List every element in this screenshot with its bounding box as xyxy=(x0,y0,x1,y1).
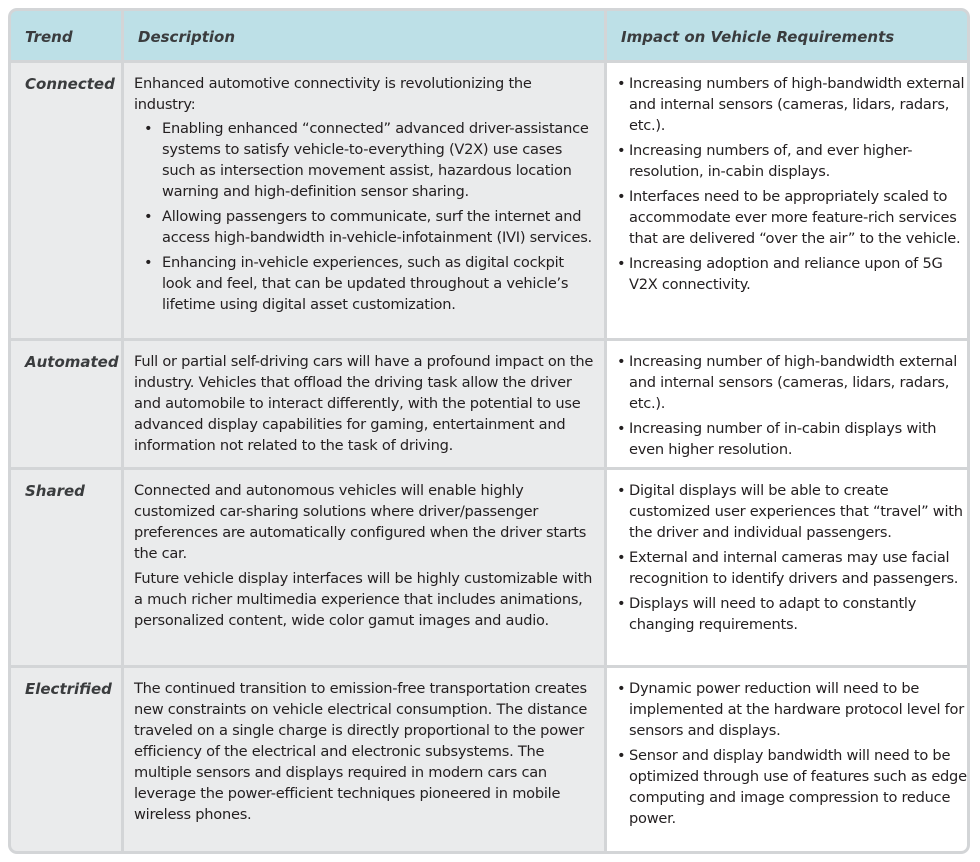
description-bullet: • Enabling enhanced “connected” advanced driver-assistance systems to satisfy vehicle-to-everything (V2X) use cases such as intersection movement assist, hazardous location warning and high-definition sensor sharing. xyxy=(144,118,594,202)
description-cell-automated xyxy=(124,341,604,467)
impact-bullet: • Increasing numbers of, and ever higher-resolution, in-cabin displays. xyxy=(617,140,967,182)
impact-cell-electrified xyxy=(607,668,967,851)
description-paragraph: Connected and autonomous vehicles will enable highly customized car-sharing solutions where driver/passenger preferences are automatically configured when the driver starts the car. xyxy=(134,482,587,562)
impact-bullet: • Interfaces need to be appropriately scaled to accommodate ever more feature-rich services that are delivered “over the air” to the vehicle. xyxy=(617,186,967,249)
impact-bullet: • Increasing numbers of high-bandwidth external and internal sensors (cameras, lidars, radars, etc.). xyxy=(617,73,967,136)
impact-bullet: • Sensor and display bandwidth will need to be optimized through use of features such as edge computing and image compression to reduce power. xyxy=(617,745,967,829)
impact-bullet: • Dynamic power reduction will need to be implemented at the hardware protocol level for sensors and displays. xyxy=(617,678,967,741)
trend-cell-connected: Connected xyxy=(11,63,121,338)
header-description: Description xyxy=(124,11,604,60)
trend-cell-automated: Automated xyxy=(11,341,121,467)
header-trend: Trend xyxy=(11,11,121,60)
impact-bullet: • Displays will need to adapt to constantly changing requirements. xyxy=(617,593,967,635)
impact-bullet: • Increasing number of high-bandwidth external and internal sensors (cameras, lidars, radars, etc.). xyxy=(617,351,967,414)
impact-bullet: • Digital displays will be able to create customized user experiences that “travel” with the driver and individual passengers. xyxy=(617,480,967,543)
impact-bullet-list xyxy=(617,678,967,829)
impact-bullet-list xyxy=(617,73,967,295)
trend-cell-shared: Shared xyxy=(11,470,121,665)
description-cell-shared xyxy=(124,470,604,665)
description-bullet: • Allowing passengers to communicate, surf the internet and access high-bandwidth in-vehicle-infotainment (IVI) services. xyxy=(144,206,594,248)
description-paragraph: Enhanced automotive connectivity is revolutionizing the industry: xyxy=(134,75,532,113)
description-paragraph: Future vehicle display interfaces will be highly customizable with a much richer multimedia experience that includes animations, personalized content, wide color gamut images and audio. xyxy=(134,570,593,629)
impact-cell-shared xyxy=(607,470,967,665)
description-cell-electrified xyxy=(124,668,604,851)
description-cell-connected xyxy=(124,63,604,338)
impact-bullet: • External and internal cameras may use facial recognition to identify drivers and passengers. xyxy=(617,547,967,589)
trends-table xyxy=(11,11,967,851)
description-bullet: • Enhancing in-vehicle experiences, such as digital cockpit look and feel, that can be updated throughout a vehicle’s lifetime using digital asset customization. xyxy=(144,252,594,315)
impact-bullet-list xyxy=(617,480,967,635)
description-paragraph: Full or partial self-driving cars will have a profound impact on the industry. Vehicles that offload the driving task allow the driver and automobile to interact differently, with the potential to use advanced display capabilities for gaming, entertainment and information not related to the task of driving. xyxy=(134,353,594,454)
trend-cell-electrified: Electrified xyxy=(11,668,121,851)
impact-cell-automated xyxy=(607,341,967,467)
impact-bullet-list xyxy=(617,351,967,460)
impact-bullet: • Increasing adoption and reliance upon of 5G V2X connectivity. xyxy=(617,253,967,295)
trends-table-frame xyxy=(8,8,970,854)
impact-bullet: • Increasing number of in-cabin displays with even higher resolution. xyxy=(617,418,967,460)
description-paragraph: The continued transition to emission-free transportation creates new constraints on vehicle electrical consumption. The distance traveled on a single charge is directly proportional to the power efficiency of the electrical and electronic subsystems. The multiple sensors and displays required in modern cars can leverage the power-efficient techniques pioneered in mobile wireless phones. xyxy=(134,680,588,823)
header-impact: Impact on Vehicle Requirements xyxy=(607,11,967,60)
impact-cell-connected xyxy=(607,63,967,338)
description-bullet-list xyxy=(134,118,594,315)
